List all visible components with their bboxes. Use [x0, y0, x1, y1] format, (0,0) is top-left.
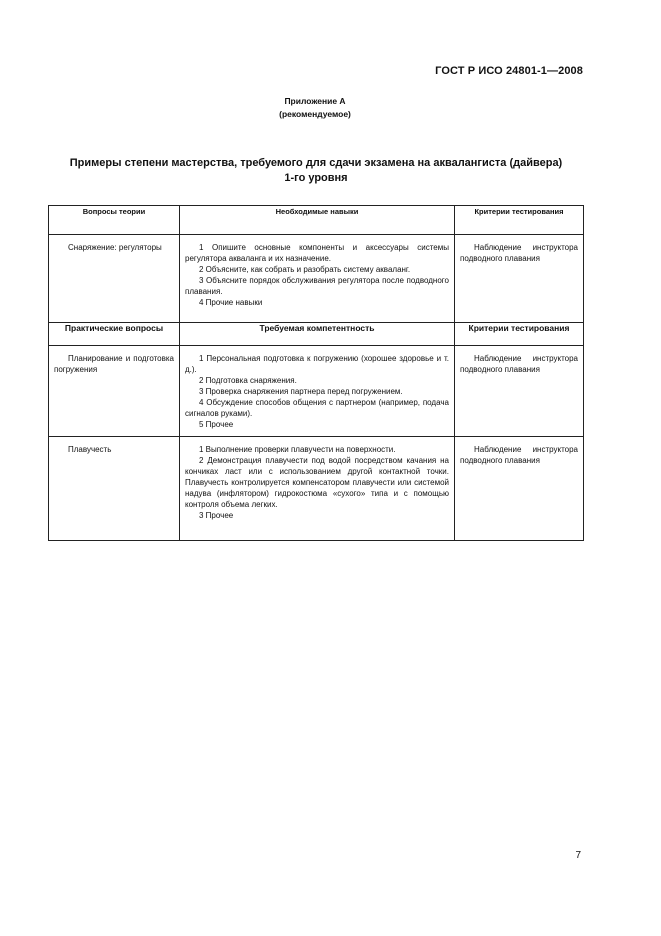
- skills-table: [48, 205, 584, 541]
- header-practical-questions: Практические вопросы: [49, 323, 180, 346]
- document-code: ГОСТ Р ИСО 24801-1—2008: [435, 65, 583, 77]
- row-criteria: Наблюдение инструктора подводного плавания: [460, 445, 578, 465]
- appendix-subtitle: (рекомендуемое): [279, 109, 351, 119]
- header-test-criteria-2: Критерии тестирования: [455, 323, 584, 346]
- row-topic: Плавучесть: [68, 445, 112, 454]
- row-topic: Снаряжение: регуляторы: [68, 243, 162, 252]
- title-line-1: Примеры степени мастерства, требуемого для сдачи экзамена на аквалангиста (дайвера): [69, 157, 563, 169]
- row-items: [180, 235, 454, 314]
- list-item: 2 Подготовка снаряжения.: [199, 376, 297, 385]
- row-items: [180, 437, 454, 527]
- row-criteria: Наблюдение инструктора подводного плавания: [460, 354, 578, 374]
- page-title: [50, 156, 582, 186]
- row-items: [180, 346, 454, 436]
- list-item: 2 Объясните, как собрать и разобрать систему акваланг.: [199, 265, 411, 274]
- appendix-heading: [0, 95, 630, 121]
- list-item: 4 Обсуждение способов общения с партнером (например, подача сигналов руками).: [185, 398, 449, 418]
- list-item: 3 Прочее: [199, 511, 234, 520]
- header-theory-questions: Вопросы теории: [49, 206, 180, 235]
- title-line-2: 1-го уровня: [284, 172, 348, 184]
- list-item: 2 Демонстрация плавучести под водой посредством качания на кончиках ласт или с использованием другой контактной точки. Плавучесть контролируется компенсатором плавучести или системой надува (инфлятором) гидрокостюма «сухого» типа и с помощью контроля объема легких.: [185, 456, 449, 509]
- list-item: 3 Проверка снаряжения партнера перед погружением.: [199, 387, 403, 396]
- page-number: 7: [575, 850, 581, 861]
- table-header-row: [49, 206, 584, 235]
- header-required-skills: Необходимые навыки: [180, 206, 455, 235]
- table-row: [49, 437, 584, 541]
- list-item: 3 Объясните порядок обслуживания регулятора после подводного плавания.: [185, 276, 449, 296]
- list-item: 5 Прочее: [199, 420, 234, 429]
- row-criteria: Наблюдение инструктора подводного плавания: [460, 243, 578, 263]
- header-test-criteria: Критерии тестирования: [455, 206, 584, 235]
- table-row: [49, 235, 584, 323]
- table-row: [49, 346, 584, 437]
- row-topic: Планирование и подготовка погружения: [54, 354, 174, 374]
- list-item: 4 Прочие навыки: [199, 298, 263, 307]
- list-item: 1 Персональная подготовка к погружению (хорошее здоровье и т. д.).: [185, 354, 449, 374]
- appendix-title: Приложение А: [284, 96, 346, 106]
- header-required-competence: Требуемая компетентность: [180, 323, 455, 346]
- list-item: 1 Выполнение проверки плавучести на поверхности.: [199, 445, 396, 454]
- table-subheader-row: [49, 323, 584, 346]
- list-item: 1 Опишите основные компоненты и аксессуары системы регулятора акваланга и их назначение.: [185, 243, 449, 263]
